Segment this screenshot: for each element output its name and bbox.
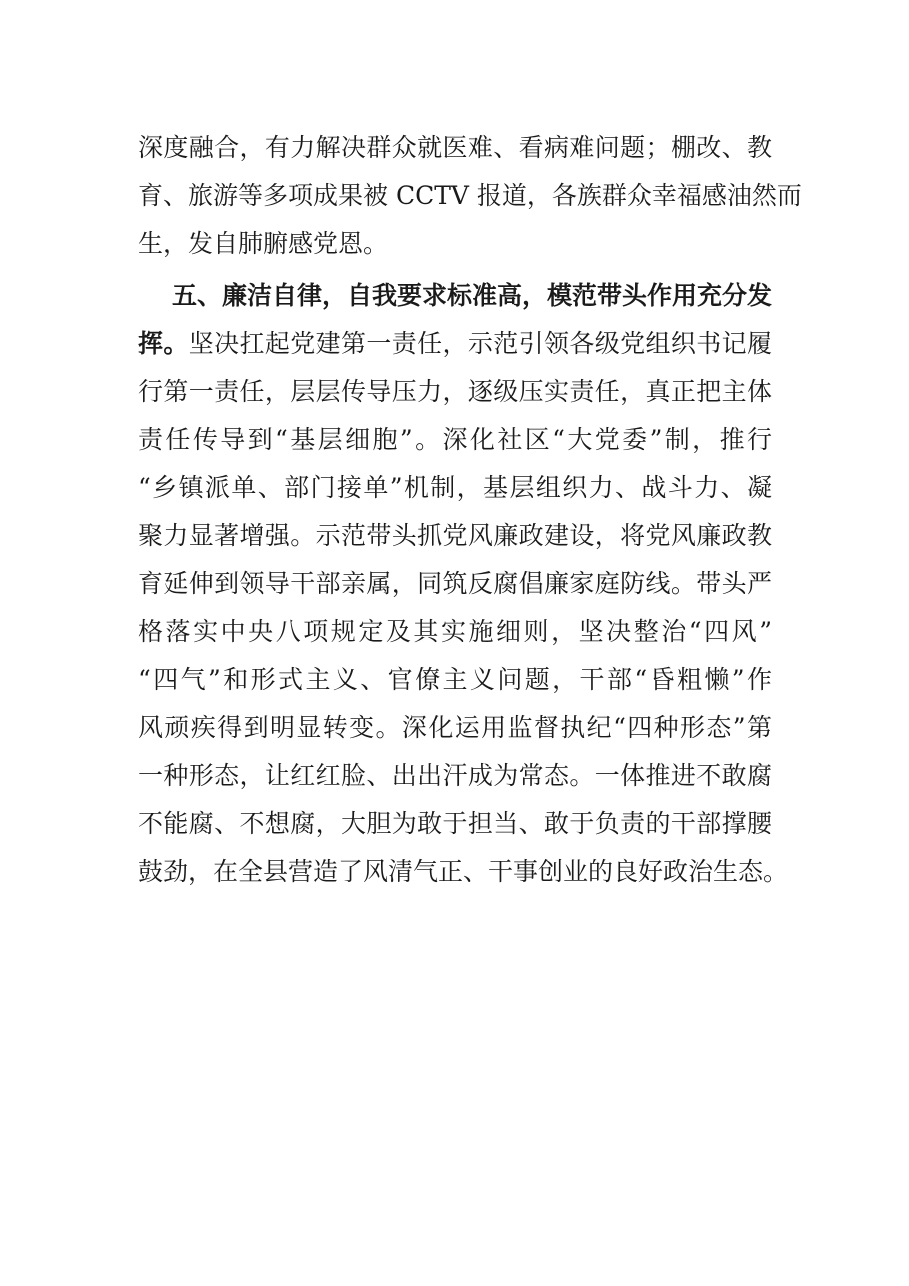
paragraph-2-line: 行第一责任，层层传导压力，逐级压实责任，真正把主体: [138, 377, 772, 406]
paragraph-2-line: 不能腐、不想腐，大胆为敢于担当、敢于负责的干部撑腰: [138, 809, 772, 838]
paragraph-2-line: 责任传导到“基层细胞”。深化社区“大党委”制，推行: [138, 425, 772, 454]
paragraph-2: [138, 272, 789, 896]
paragraph-2-line: 鼓劲，在全县营造了风清气正、干事创业的良好政治生态。: [138, 857, 789, 886]
paragraph-2-line: 一种形态，让红红脸、出出汗成为常态。一体推进不敢腐: [138, 761, 772, 790]
paragraph-2-line: 聚力显著增强。示范带头抓党风廉政建设，将党风廉政教: [138, 521, 772, 550]
paragraph-1-line: 生，发自肺腑感党恩。: [138, 229, 389, 258]
paragraph-2-line: “乡镇派单、部门接单”机制，基层组织力、战斗力、凝: [138, 473, 772, 502]
paragraph-1-line: 育、旅游等多项成果被 CCTV 报道，各族群众幸福感油然而: [138, 181, 802, 210]
paragraph-2-line: “四气”和形式主义、官僚主义问题，干部“昏粗懒”作: [138, 665, 772, 694]
document-body: [138, 124, 802, 896]
paragraph-2-line: 育延伸到领导干部亲属，同筑反腐倡廉家庭防线。带头严: [138, 569, 772, 598]
paragraph-2-line: 风顽疾得到明显转变。深化运用监督执纪“四种形态”第: [138, 713, 772, 742]
section-heading-line-1: 五、廉洁自律，自我要求标准高，模范带头作用充分发: [172, 281, 773, 310]
paragraph-2-line: [138, 320, 772, 368]
paragraph-1-line: 深度融合，有力解决群众就医难、看病难问题；棚改、教: [138, 133, 772, 162]
paragraph-2-line-text: 坚决扛起党建第一责任，示范引领各级党组织书记履: [188, 329, 772, 358]
section-heading-line-2: 挥。: [138, 329, 189, 358]
paragraph-2-line: 格落实中央八项规定及其实施细则，坚决整治“四风”: [138, 617, 772, 646]
paragraph-1: [138, 124, 802, 268]
